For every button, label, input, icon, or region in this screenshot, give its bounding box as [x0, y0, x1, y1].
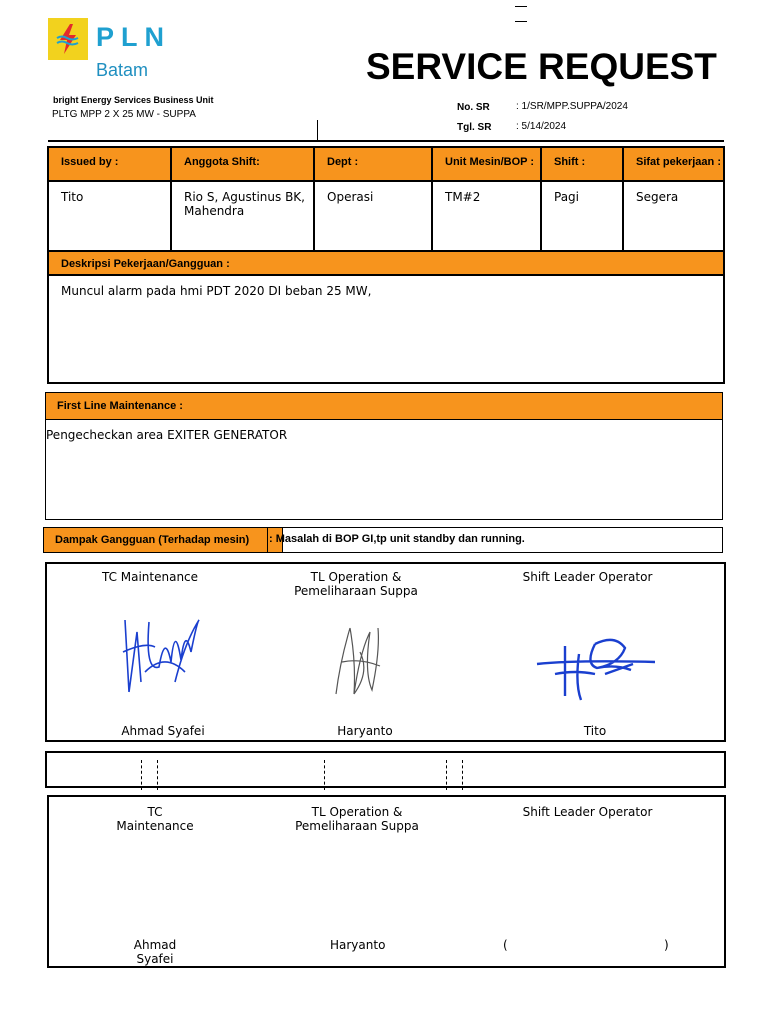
header-issued-by: Issued by :	[49, 148, 172, 182]
sig2-name-ahmad: Ahmad Syafei	[133, 938, 177, 966]
value-unit: TM#2	[433, 182, 542, 250]
dampak-header: Dampak Gangguan (Terhadap mesin)	[43, 527, 268, 553]
tgl-sr-value: : 5/14/2024	[516, 121, 567, 132]
sig1-role-tl: TL Operation & Pemeliharaan Suppa	[294, 570, 418, 598]
top-mark	[515, 6, 527, 22]
value-issued-by: Tito	[49, 182, 172, 250]
header-dept: Dept :	[315, 148, 433, 182]
divider-tick	[317, 120, 318, 140]
logo-unit: Batam	[96, 60, 149, 80]
sig1-name-tito: Tito	[583, 724, 607, 738]
pln-logo	[48, 18, 88, 60]
strip-mark	[157, 760, 158, 790]
sig2-role-tc: TC Maintenance	[116, 805, 194, 833]
sig2-name-haryanto: Haryanto	[330, 938, 386, 952]
header-unit: Unit Mesin/BOP :	[433, 148, 542, 182]
sig2-name-open-paren: (	[503, 938, 508, 952]
sig1-name-haryanto: Haryanto	[337, 724, 393, 738]
sig1-name-ahmad: Ahmad Syafei	[121, 724, 205, 738]
signature-ahmad	[115, 612, 205, 697]
deskripsi-header: Deskripsi Pekerjaan/Gangguan :	[49, 250, 723, 276]
sig2-role-shift-leader: Shift Leader Operator	[522, 805, 653, 819]
first-line-text: Pengecheckan area EXITER GENERATOR	[46, 428, 288, 442]
strip-mark	[446, 760, 447, 790]
header-anggota-shift: Anggota Shift:	[172, 148, 315, 182]
header-shift: Shift :	[542, 148, 624, 182]
deskripsi-text: Muncul alarm pada hmi PDT 2020 DI beban 25 MW,	[61, 284, 372, 298]
strip-mark	[141, 760, 142, 790]
strip-mark	[324, 760, 325, 790]
header-sifat: Sifat pekerjaan :	[624, 148, 723, 182]
request-table	[47, 146, 725, 384]
company-name: bright Energy Services Business Unit	[53, 95, 214, 105]
sig1-role-shift-leader: Shift Leader Operator	[522, 570, 653, 584]
tgl-sr-label: Tgl. SR	[457, 122, 492, 133]
dampak-text: : Masalah di BOP GI,tp unit standby dan running.	[269, 533, 525, 545]
no-sr-label: No. SR	[457, 102, 490, 113]
value-anggota-shift: Rio S, Agustinus BK, Mahendra	[172, 182, 315, 250]
header-divider	[48, 140, 724, 142]
value-sifat: Segera	[636, 190, 679, 204]
lightning-icon	[56, 24, 80, 54]
company-site: PLTG MPP 2 X 25 MW - SUPPA	[52, 109, 196, 120]
sig1-role-tc: TC Maintenance	[101, 570, 199, 584]
page-title: SERVICE REQUEST	[366, 46, 717, 87]
signature-haryanto	[330, 622, 390, 700]
signature-tito	[535, 634, 657, 704]
sig2-name-close-paren: )	[664, 938, 669, 952]
value-shift: Pagi	[542, 182, 624, 250]
strip-box	[45, 751, 726, 788]
value-dept: Operasi	[315, 182, 433, 250]
sig2-role-tl: TL Operation & Pemeliharaan Suppa	[295, 805, 419, 833]
strip-mark	[462, 760, 463, 790]
no-sr-value: : 1/SR/MPP.SUPPA/2024	[516, 101, 628, 112]
logo-brand: PLN	[96, 22, 171, 52]
first-line-header: First Line Maintenance :	[45, 392, 723, 420]
